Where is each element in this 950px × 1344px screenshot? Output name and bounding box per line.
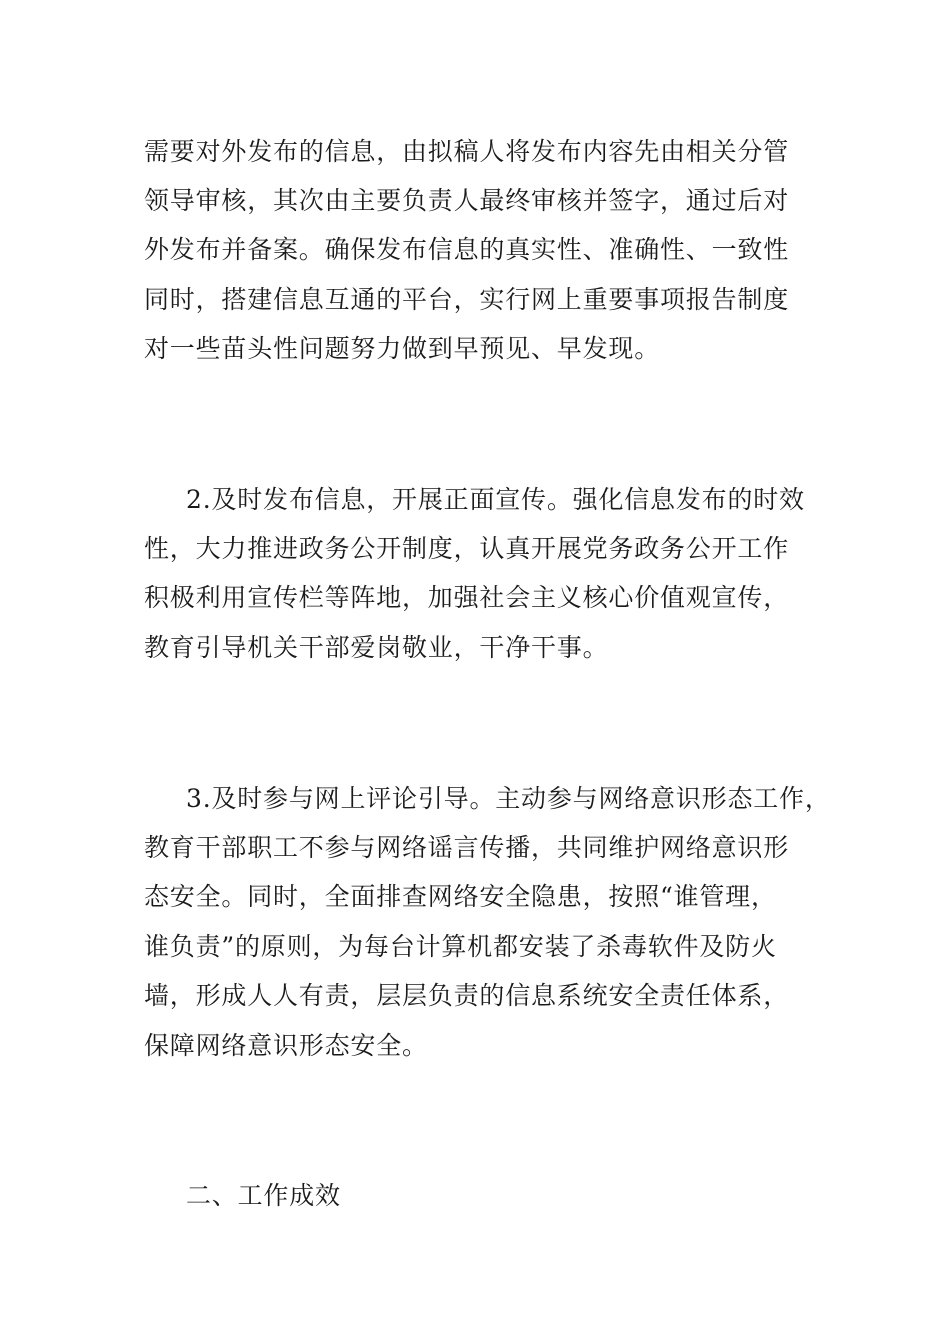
paragraph-2-line-2: 性，大力推进政务公开制度，认真开展党务政务公开工作 xyxy=(144,534,790,563)
paragraph-1-line-5: 对一些苗头性问题努力做到早预见、早发现。 xyxy=(144,334,661,363)
paragraph-1-line-2: 领导审核，其次由主要负责人最终审核并签字，通过后对 xyxy=(144,186,790,215)
paragraph-3-line-2: 教育干部职工不参与网络谣言传播，共同维护网络意识形 xyxy=(144,833,790,862)
paragraph-2-line-3: 积极利用宣传栏等阵地，加强社会主义核心价值观宣传， xyxy=(144,583,790,612)
paragraph-1-line-4: 同时，搭建信息互通的平台，实行网上重要事项报告制度 xyxy=(144,285,790,314)
paragraph-2-line-1: 2.及时发布信息，开展正面宣传。强化信息发布的时效 xyxy=(186,485,805,514)
paragraph-3-line-5: 墙，形成人人有责，层层负责的信息系统安全责任体系， xyxy=(144,981,790,1010)
paragraph-3-line-3: 态安全。同时，全面排查网络安全隐患，按照“谁管理， xyxy=(144,882,777,911)
paragraph-3-line-1: 3.及时参与网上评论引导。主动参与网络意识形态工作， xyxy=(186,784,831,813)
paragraph-1-line-3: 外发布并备案。确保发布信息的真实性、准确性、一致性 xyxy=(144,235,790,264)
section-heading: 二、工作成效 xyxy=(186,1181,341,1210)
paragraph-3-line-4: 谁负责”的原则，为每台计算机都安装了杀毒软件及防火 xyxy=(144,932,777,961)
paragraph-2-line-4: 教育引导机关干部爱岗敬业，干净干事。 xyxy=(144,633,609,662)
paragraph-3-line-6: 保障网络意识形态安全。 xyxy=(144,1031,428,1060)
paragraph-1-line-1: 需要对外发布的信息，由拟稿人将发布内容先由相关分管 xyxy=(144,137,790,166)
